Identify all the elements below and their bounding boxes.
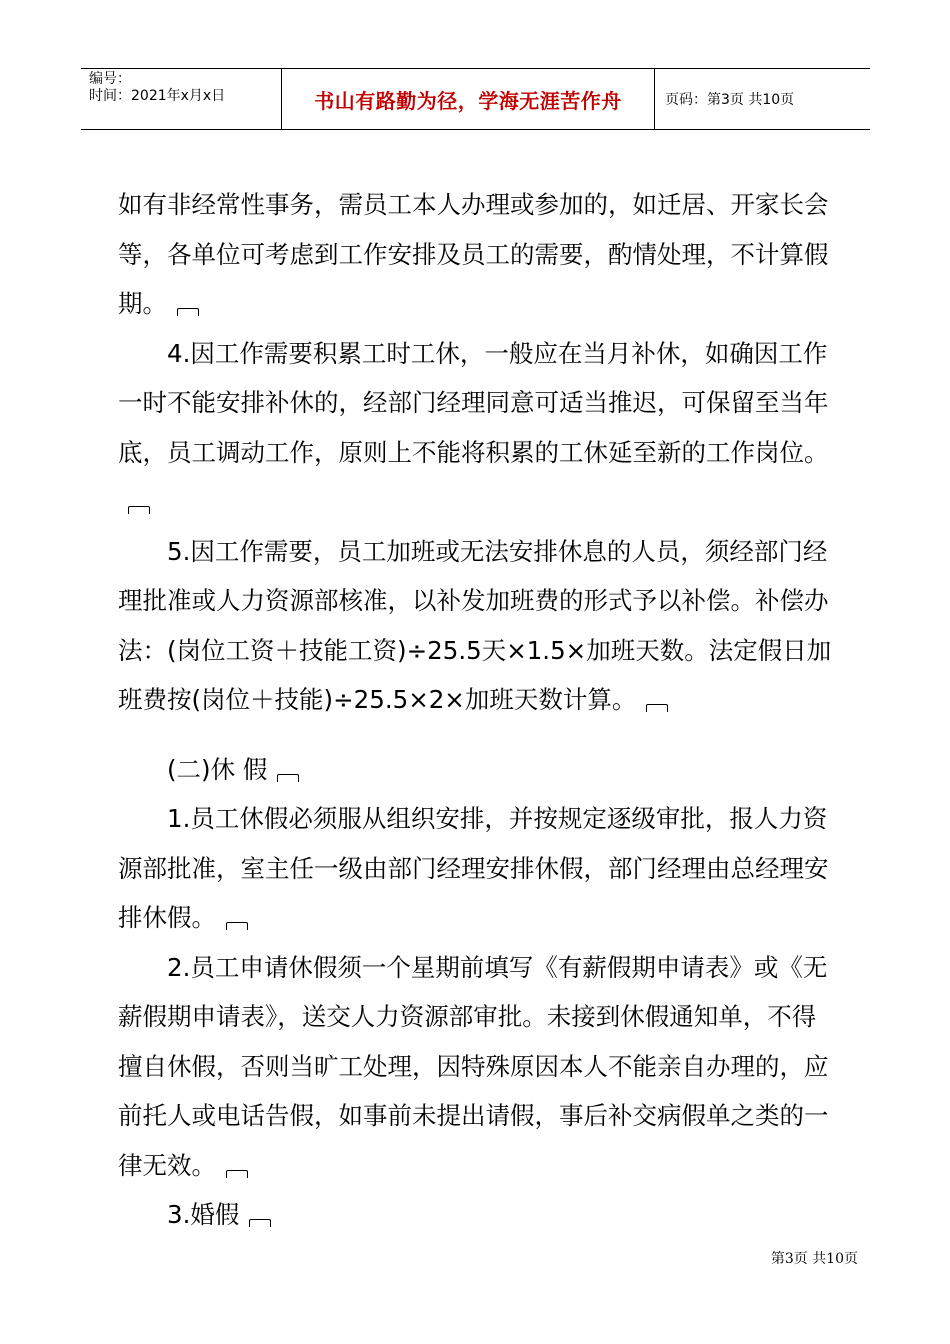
section-heading <box>118 745 838 795</box>
paragraph-mark-icon <box>277 774 299 782</box>
header-motto: 书山有路勤为径，学海无涯苦作舟 <box>282 69 655 129</box>
paragraph-text: 5.因工作需要，员工加班或无法安排休息的人员，须经部门经理批准或人力资源部核准，以补发加班费的形式予以补偿。补偿办法：(岗位工资＋技能工资)÷25.5天×1.5×加班天数。法定假日加班费按(岗位＋技能)÷25.5×2×加班天数计算。 <box>118 536 832 714</box>
document-time-label: 时间：2021年x月x日 <box>89 88 226 104</box>
paragraph <box>118 794 838 943</box>
paragraph-text: 3.婚假 <box>167 1200 240 1229</box>
paragraph-text: 如有非经常性事务，需员工本人办理或参加的，如迁居、开家长会等，各单位可考虑到工作安排及员工的需要，酌情处理，不计算假期。 <box>118 190 829 318</box>
page-footer: 第3页 共10页 <box>770 1251 858 1267</box>
paragraph <box>118 1190 838 1240</box>
paragraph-mark-icon <box>128 506 150 514</box>
paragraph-text: 4.因工作需要积累工时工休，一般应在当月补休，如确因工作一时不能安排补休的，经部门经理同意可适当推迟，可保留至当年底，员工调动工作，原则上不能将积累的工休延至新的工作岗位。 <box>118 338 829 467</box>
section-heading-text: (二)休 假 <box>167 754 268 784</box>
paragraph-mark-icon <box>226 1170 248 1178</box>
paragraph <box>118 943 838 1191</box>
header-meta <box>81 69 282 129</box>
paragraph-mark-icon <box>226 922 248 930</box>
paragraph <box>118 329 838 527</box>
paragraph-mark-icon <box>646 704 668 712</box>
page-header <box>81 68 870 130</box>
paragraph-text: 2.员工申请休假须一个星期前填写《有薪假期申请表》或《无薪假期申请表》，送交人力资源部审批。未接到休假通知单，不得擅自休假，否则当旷工处理，因特殊原因本人不能亲自办理的，应前托人或电话告假，如事前未提出请假，事后补交病假单之类的一律无效。 <box>118 952 829 1180</box>
paragraph-mark-icon <box>249 1219 271 1227</box>
paragraph-text: 1.员工休假必须服从组织安排，并按规定逐级审批，报人力资源部批准，室主任一级由部门经理安排休假，部门经理由总经理安排休假。 <box>118 804 829 932</box>
paragraph-mark-icon <box>177 308 199 316</box>
document-number-label: 编号： <box>89 71 131 87</box>
document-body <box>118 180 838 1240</box>
paragraph <box>118 527 838 725</box>
paragraph <box>118 180 838 329</box>
header-page-number: 页码：第3页 共10页 <box>665 92 795 108</box>
